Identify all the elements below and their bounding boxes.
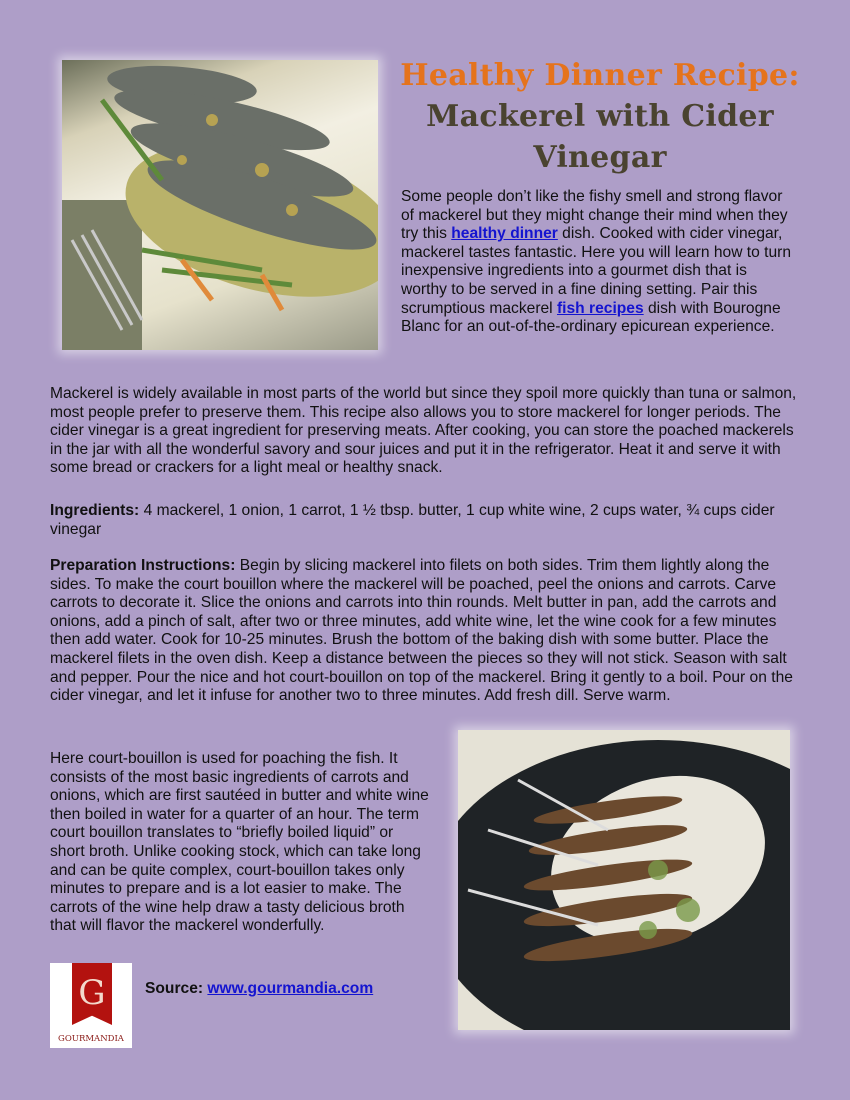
title-highlight: Healthy Dinner Recipe: [400, 58, 800, 93]
source-line [145, 980, 373, 999]
preparation-label: Preparation Instructions: [50, 557, 236, 574]
title-rest: Mackerel with Cider Vinegar [426, 99, 774, 175]
gourmandia-logo [50, 963, 132, 1048]
intro-text-2: dish. Cooked with cider vinegar, mackerel tastes fantastic. Here you will learn how to turn inexpensive ingredients into a gourmet dish that is worthy to be served in a fine dining setting. Pair this scrumptious mackerel [401, 225, 792, 317]
mackerel-dish-photo [458, 730, 790, 1030]
intro-text-3: dish with Bourogne Blanc for an out-of-the-ordinary epicurean experience. [401, 299, 781, 336]
intro-paragraph [401, 188, 793, 337]
availability-paragraph: Mackerel is widely available in most parts of the world but since they spoil more quickly than tuna or salmon, most people prefer to preserve them. This recipe also allows you to store mackerel for longer periods. The cider vinegar is a great ingredient for preserving meats. After cooking, you can store the poached mackerels in the jar with all the wonderful savory and sour juices and put it in the refrigerator. Heat it and serve it with some bread or crackers for a light meal or healthy snack. [50, 385, 797, 477]
preparation-text: Begin by slicing mackerel into filets on both sides. Trim them lightly along the sides. To make the court bouillon where the mackerel will be poached, peel the onions and carrots. Carve carrots to decorate it. Slice the onions and carrots into thin rounds. Melt butter in pan, add the carrots and onions, add a pinch of salt, after two or three minutes, add white wine, let the wine cook for a few minutes then add water. Cook for 10-25 minutes. Brush the bottom of the baking dish with some butter. Place the mackerel filets in the oven dish. Keep a distance between the pieces so they will not stick. Season with salt and pepper. Pour the nice and hot court-bouillon on top of the mackerel. Bring it gently to a boil. Pour on the cider vinegar, and let it infuse for another two to three minutes. Add fresh dill. Serve warm. [50, 557, 793, 705]
mackerel-fillets-image [62, 60, 378, 350]
healthy-dinner-link[interactable]: healthy dinner [451, 225, 558, 243]
source-label: Source: [145, 980, 204, 997]
ingredients-text: 4 mackerel, 1 onion, 1 carrot, 1 ½ tbsp. butter, 1 cup white wine, 2 cups water, ¾ cups cider vinegar [50, 502, 775, 538]
ingredients-paragraph [50, 502, 802, 539]
logo-letter: G [78, 973, 106, 1013]
fish-recipes-link[interactable]: fish recipes [556, 299, 644, 317]
mackerel-plate-photo [62, 60, 378, 350]
source-link[interactable]: www.gourmandia.com [207, 980, 374, 997]
court-bouillon-paragraph: Here court-bouillon is used for poaching the fish. It consists of the most basic ingredients of carrots and onions, which are first sautéed in butter and white wine then boiled in water for a quarter of an hour. The term court bouillon translates to “briefly boiled liquid” or short broth. Unlike cooking stock, which can take long and can be quite complex, court-bouillon takes only minutes to prepare and is a lot easier to make. The carrots of the wine help draw a tasty delicious broth that will flavor the mackerel wonderfully. [50, 750, 429, 935]
preparation-paragraph [50, 557, 802, 706]
ingredients-label: Ingredients: [50, 502, 140, 519]
mackerel-slate-image [458, 730, 790, 1030]
logo-name: GOURMANDIA [58, 1034, 124, 1044]
intro-text-1: Some people don’t like the fishy smell and strong flavor of mackerel but they might change their mind when they try this [401, 188, 788, 243]
page-title [400, 55, 800, 178]
